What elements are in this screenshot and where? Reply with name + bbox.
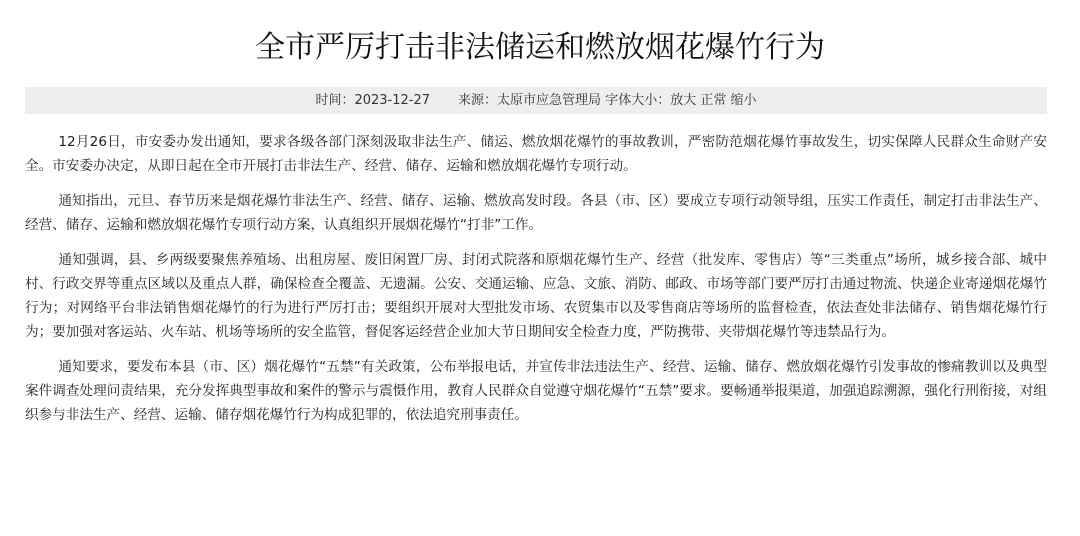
paragraph: 通知指出，元旦、春节历来是烟花爆竹非法生产、经营、储存、运输、燃放高发时段。各县（市、区）要成立专项行动领导组，压实工作责任，制定打击非法生产、经营、储存、运输和燃放烟花爆竹专项行动方案，认真组织开展烟花爆竹“打非”工作。 xyxy=(25,193,1047,233)
source-value: 太原市应急管理局 xyxy=(497,93,602,108)
font-size-label: 字体大小： xyxy=(605,93,671,108)
article-source xyxy=(458,93,601,108)
font-normal-button[interactable]: 正常 xyxy=(700,93,727,108)
article-meta-bar xyxy=(25,87,1047,114)
source-label: 来源： xyxy=(458,93,498,108)
paragraph: 12月26日，市安委办发出通知，要求各级各部门深刻汲取非法生产、储运、燃放烟花爆竹的事故教训，严密防范烟花爆竹事故发生，切实保障人民群众生命财产安全。市安委办决定，从即日起在全市开展打击非法生产、经营、储存、运输和燃放烟花爆竹专项行动。 xyxy=(25,134,1047,174)
font-small-button[interactable]: 缩小 xyxy=(730,93,757,108)
time-value: 2023-12-27 xyxy=(354,93,431,108)
paragraph: 通知强调，县、乡两级要聚焦养殖场、出租房屋、废旧闲置厂房、封闭式院落和原烟花爆竹生产、经营（批发库、零售店）等“三类重点”场所，城乡接合部、城中村、行政交界等重点区域以及重点人群，确保检查全覆盖、无遗漏。公安、交通运输、应急、文旅、消防、邮政、市场等部门要严厉打击通过物流、快递企业寄递烟花爆竹行为；对网络平台非法销售烟花爆竹的行为进行严厉打击；要组织开展对大型批发市场、农贸集市以及零售商店等场所的监督检查，依法查处非法储存、销售烟花爆竹行为；要加强对客运站、火车站、机场等场所的安全监管，督促客运经营企业加大节日期间安全检查力度，严防携带、夹带烟花爆竹等违禁品行为。 xyxy=(25,252,1047,340)
paragraph: 通知要求，要发布本县（市、区）烟花爆竹“五禁”有关政策，公布举报电话，并宣传非法违法生产、经营、运输、储存、燃放烟花爆竹引发事故的惨痛教训以及典型案件调查处理问责结果，充分发挥典型事故和案件的警示与震慑作用，教育人民群众自觉遵守烟花爆竹“五禁”要求。要畅通举报渠道，加强追踪溯源，强化行刑衔接，对组织参与非法生产、经营、运输、储存烟花爆竹行为构成犯罪的，依法追究刑事责任。 xyxy=(25,359,1047,423)
page-title: 全市严厉打击非法储运和燃放烟花爆竹行为 xyxy=(255,30,825,65)
font-large-button[interactable]: 放大 xyxy=(670,93,697,108)
font-size-control xyxy=(605,93,756,108)
article-body xyxy=(25,130,1047,438)
time-label: 时间： xyxy=(315,93,355,108)
publish-time xyxy=(315,93,430,108)
